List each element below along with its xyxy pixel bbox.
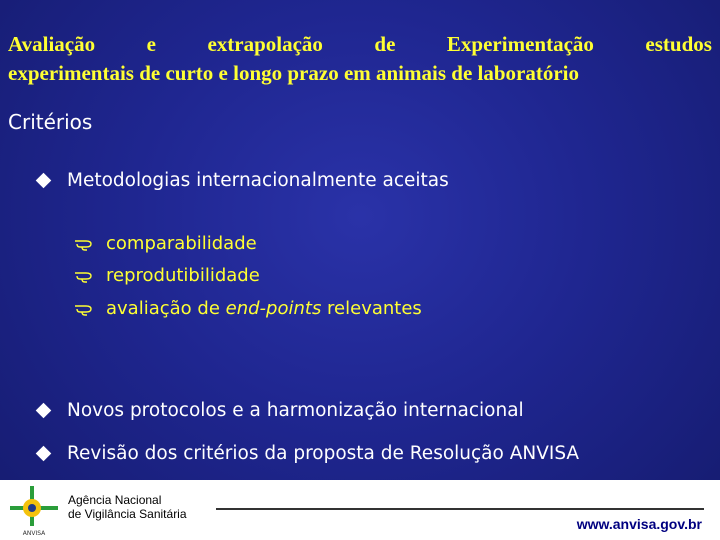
slide-title bbox=[8, 30, 712, 88]
bullet-text: Novos protocolos e a harmonização internacional bbox=[67, 400, 524, 421]
sub-item-text: comparabilidade bbox=[106, 233, 257, 254]
title-line-1 bbox=[8, 30, 712, 59]
pointing-hand-icon bbox=[74, 269, 94, 283]
title-line-2: experimentais de curto e longo prazo em animais de laboratório bbox=[8, 61, 579, 85]
sub-item bbox=[74, 298, 422, 319]
agency-line-1: Agência Nacional bbox=[68, 493, 162, 507]
title-word: e bbox=[146, 32, 156, 56]
bullet-item bbox=[36, 170, 449, 191]
footer bbox=[0, 480, 720, 540]
diamond-icon bbox=[36, 173, 52, 189]
diamond-icon bbox=[36, 403, 52, 419]
sub-item-text-italic: end-points bbox=[225, 298, 322, 319]
bullet-text: Metodologias internacionalmente aceitas bbox=[67, 170, 449, 191]
sub-item-text-part: relevantes bbox=[321, 298, 422, 319]
footer-divider bbox=[216, 508, 704, 510]
title-word: Avaliação bbox=[8, 32, 96, 56]
svg-text:ANVISA: ANVISA bbox=[22, 530, 46, 536]
sub-item bbox=[74, 265, 260, 286]
sub-item bbox=[74, 233, 257, 254]
sub-item-text: reprodutibilidade bbox=[106, 265, 260, 286]
pointing-hand-icon bbox=[74, 237, 94, 251]
agency-name bbox=[68, 493, 187, 521]
sub-item-text-part: avaliação de bbox=[106, 298, 226, 319]
title-word: extrapolação bbox=[207, 32, 323, 56]
agency-line-2: de Vigilância Sanitária bbox=[68, 507, 187, 521]
anvisa-logo-icon bbox=[8, 484, 60, 536]
bullet-item bbox=[36, 400, 524, 421]
website-link[interactable]: www.anvisa.gov.br bbox=[576, 516, 702, 532]
sub-item-text bbox=[106, 298, 422, 319]
diamond-icon bbox=[36, 446, 52, 462]
bullet-item bbox=[36, 443, 579, 464]
section-heading: Critérios bbox=[8, 110, 93, 134]
title-word: de bbox=[374, 32, 396, 56]
title-word: Experimentação bbox=[446, 32, 594, 56]
pointing-hand-icon bbox=[74, 302, 94, 316]
title-word: estudos bbox=[645, 32, 712, 56]
bullet-text: Revisão dos critérios da proposta de Resolução ANVISA bbox=[67, 443, 580, 464]
